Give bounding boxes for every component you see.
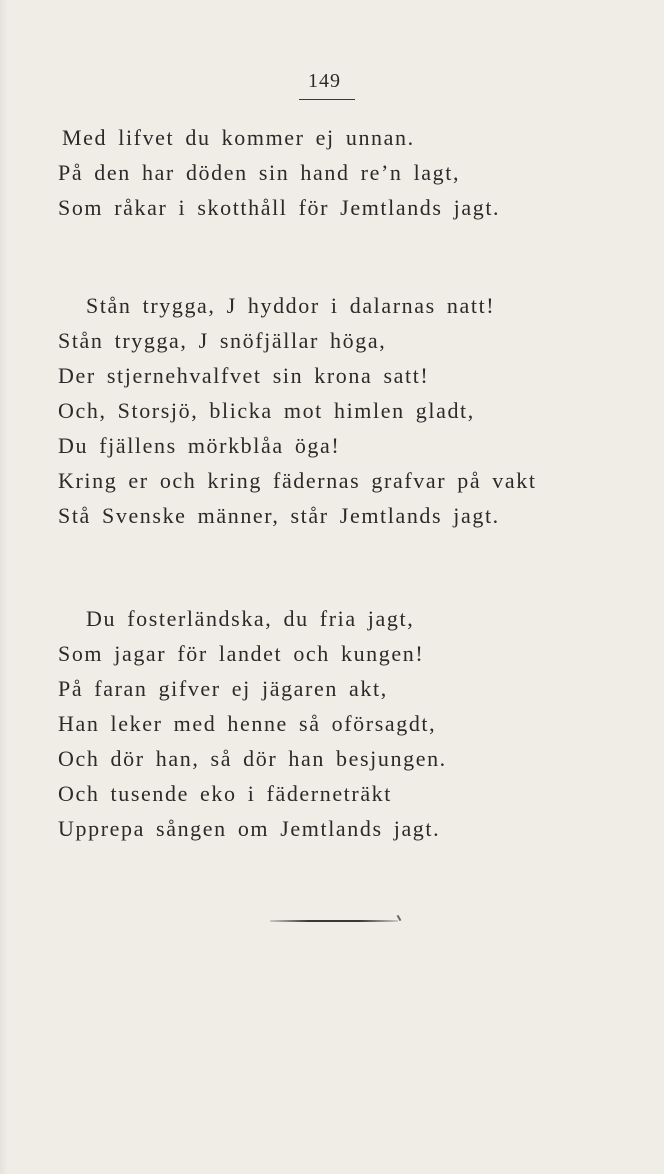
verse-line: Stå Svenske männer, står Jemtlands jagt. [58,503,500,528]
verse-line: Der stjernehvalfvet sin krona satt! [58,363,430,388]
verse-line: Och, Storsjö, blicka mot himlen gladt, [58,398,475,423]
verse-line: Och dör han, så dör han besjungen. [58,746,447,771]
verse-line: Som råkar i skotthåll för Jemtlands jagt. [58,195,501,220]
verse-line: På faran gifver ej jägaren akt, [58,676,388,701]
verse-line: På den har döden sin hand re’n lagt, [58,160,461,185]
stanza-1 [58,120,500,225]
verse-line: Han leker med henne så oförsagdt, [58,711,437,736]
page-number: 149 [308,70,341,92]
verse-line: Och tusende eko i fäderneträkt [58,781,392,806]
verse-line: Som jagar för landet och kungen! [58,641,425,666]
stanza-2 [58,288,537,533]
stanza-3 [58,601,447,846]
verse-line: Upprepa sången om Jemtlands jagt. [58,816,441,841]
verse-line: Med lifvet du kommer ej unnan. [62,125,415,150]
verse-line: Stån trygga, J snöfjällar höga, [58,328,387,353]
verse-line: Stån trygga, J hyddor i dalarnas natt! [86,293,496,318]
verse-line: Du fosterländska, du fria jagt, [86,606,415,631]
end-ornament-rule [270,920,398,922]
page-number-rule [299,99,355,100]
verse-line: Du fjällens mörkblåa öga! [58,433,341,458]
verse-line: Kring er och kring fädernas grafvar på vakt [58,468,537,493]
